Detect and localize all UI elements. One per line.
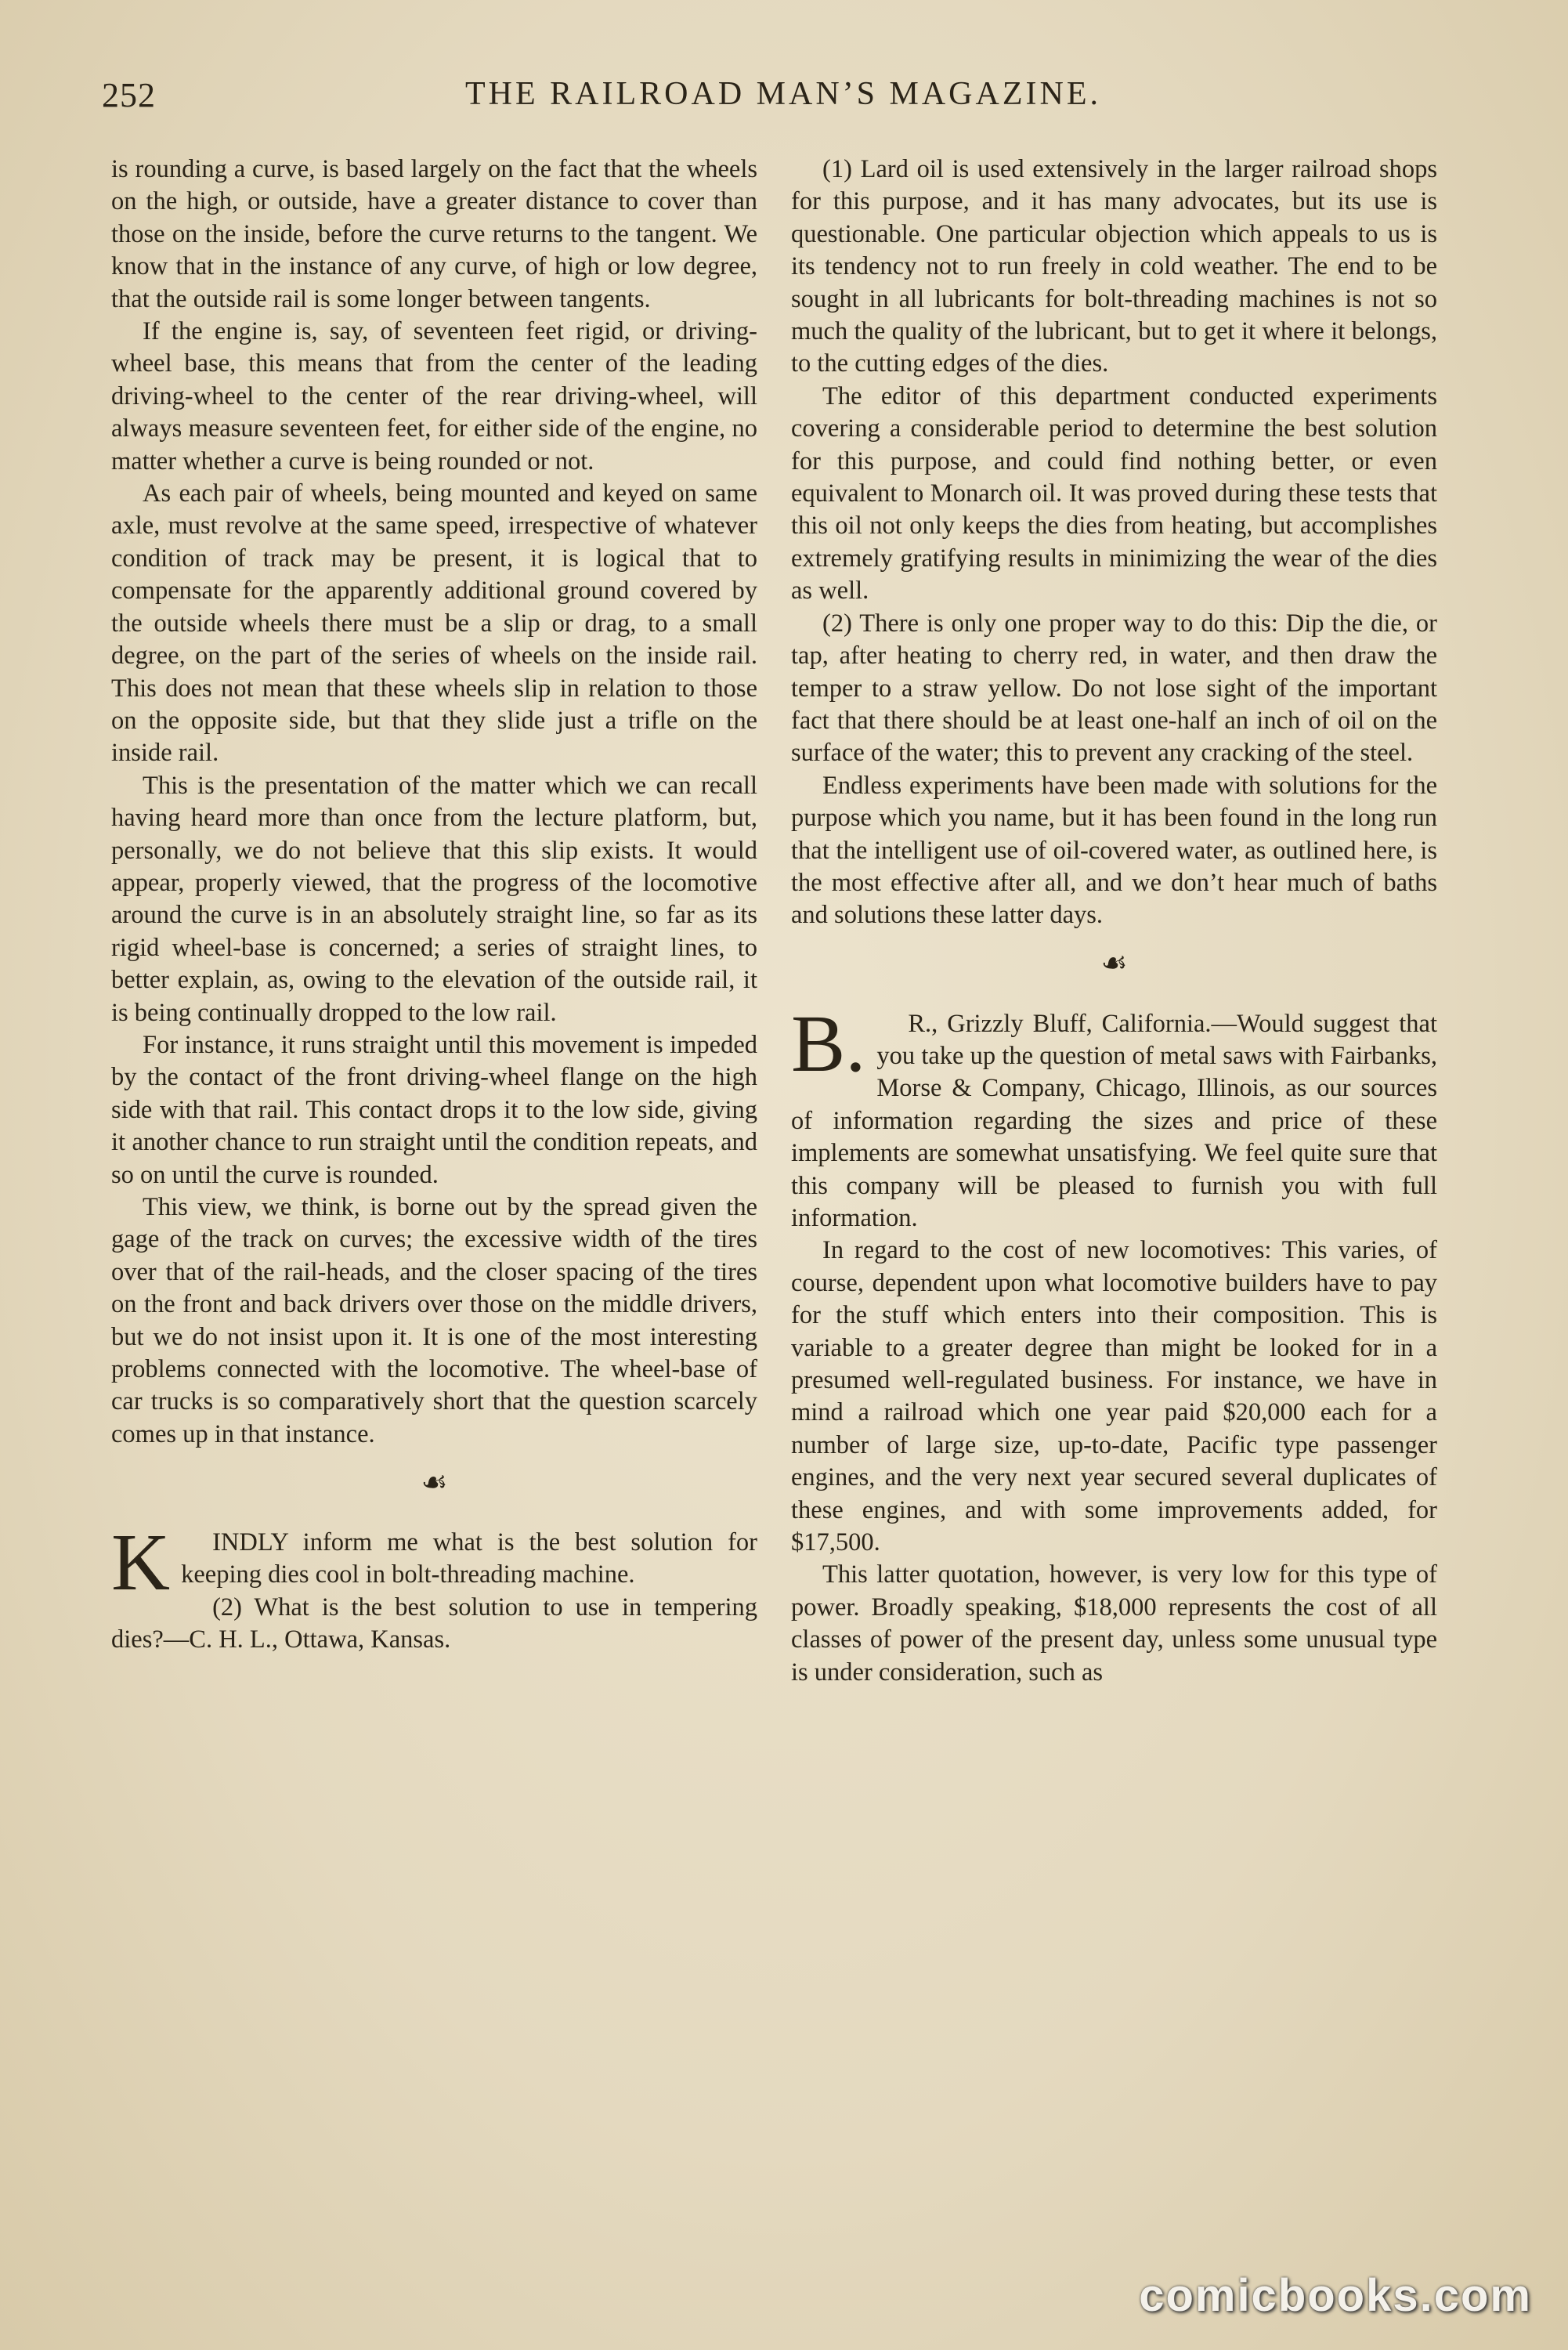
query-text: INDLY inform me what is the best solution for keeping dies cool in bolt-threading machine. [181,1528,757,1589]
right-paragraph-3: (2) There is only one proper way to do this: Dip the die, or tap, after heating to cherry red, in water, and then draw the temper to a straw yellow. Do not lose sight of the important fact that there should be at least one-half an inch of oil on the surface of the water; this to prevent any cracking of the steel. [791,609,1437,768]
drop-cap-initial: K [111,1517,171,1608]
right-paragraph-4: Endless experiments have been made with solutions for the purpose which you name, but it has been found in the long run that the intelligent use of oil-covered water, as outlined here, is the most effective after all, and we don’t hear much of baths and solutions these latter days. [791,771,1437,930]
section-ornament-icon: ☙ [421,1466,448,1499]
right-query [791,998,1437,1235]
left-paragraph-5: For instance, it runs straight until this movement is impeded by the contact of the front driving-wheel flange on the high side with that rail. This contact drops it to the low side, giving it another chance to run straight until the condition repeats, and so on until the curve is rounded. [111,1030,757,1189]
left-paragraph-6: This view, we think, is borne out by the spread given the gage of the track on curves; the excessive width of the tires over that of the rail-heads, and the closer spacing of the tires on the front and back drivers over those on the middle drivers, but we do not insist upon it. It is one of the most interesting problems connected with the locomotive. The wheel-base of car trucks is so comparatively short that the question scarcely comes up in that instance. [111,1193,757,1448]
right-column [791,154,1437,2237]
right-paragraph-1: (1) Lard oil is used extensively in the larger railroad shops for this purpose, and it has many advocates, but its use is questionable. One particular objection which appeals to us is its tendency not to run freely in cold weather. The end to be sought in all lubricants for bolt-threading machines is not so much the quality of the lubricant, but to get it where it belongs, to the cutting edges of the dies. [791,155,1437,378]
left-paragraph-3: As each pair of wheels, being mounted and keyed on same axle, must revolve at the same speed, irrespective of whatever condition of track may be present, it is logical that to compensate for the apparently additional ground covered by the outside wheels there must be a slip or drag, to a small degree, on the part of the series of wheels on the inside rail. This does not mean that these wheels slip in relation to those on the opposite side, but that they slide just a trifle on the inside rail. [111,479,757,768]
right-paragraph-5: In regard to the cost of new locomotives: This varies, of course, dependent upon what locomotive builders have to pay for the stuff which enters into their composition. This is variable to a greater degree than might be looked for in a presumed well-regulated business. For instance, we have in mind a railroad which one year paid $20,000 each for a number of large size, up-to-date, Pacific type passenger engines, and the very next year secured several duplicates of these engines, and with some improvements added, for $17,500. [791,1236,1437,1557]
drop-cap-initial: B. [791,998,866,1089]
magazine-title: THE RAILROAD MAN’S MAGAZINE. [465,76,1101,112]
left-paragraph-2: If the engine is, say, of seventeen feet rigid, or driving-wheel base, this means that from the center of the leading driving-wheel to the center of the rear driving-wheel, will always measure seventeen feet, for either side of the engine, no matter whether a curve is being rounded or not. [111,317,757,475]
section-ornament-icon: ☙ [1100,947,1128,981]
page-header [102,75,1465,130]
right-paragraph-2: The editor of this department conducted experiments covering a considerable period to determine the best solution for this purpose, and could find nothing better, or even equivalent to Monarch oil. It was proved during these tests that this oil not only keeps the dies from heating, but accomplishes extremely gratifying results in minimizing the wear of the dies as well. [791,381,1437,606]
right-paragraph-6: This latter quotation, however, is very low for this type of power. Broadly speaking, $18,000 represents the cost of all classes of power of the present day, unless some unusual type is under consideration, such as [791,1560,1437,1687]
left-query [111,1517,757,1657]
query-text-2: (2) What is the best solution to use in tempering dies?—C. H. L., Ottawa, Kansas. [111,1593,757,1654]
left-paragraph-1: is rounding a curve, is based largely on the fact that the wheels on the high, or outside, have a greater distance to cover than those on the inside, before the curve returns to the tangent. We know that in the instance of any curve, of high or low degree, that the outside rail is some longer between tangents. [111,155,757,313]
left-paragraph-4: This is the presentation of the matter which we can recall having heard more than once from the lecture platform, but, personally, we do not believe that this slip exists. It would appear, properly viewed, that the progress of the locomotive around the curve is in an absolutely straight line, so far as its rigid wheel-base is concerned; a series of straight lines, to better explain, as, owing to the elevation of the outside rail, it is being continually dropped to the low rail. [111,771,757,1027]
site-watermark: comicbooks.com [1139,2270,1532,2321]
left-column [111,154,757,2237]
query-text: R., Grizzly Bluff, California.—Would suggest that you take up the question of metal saws with Fairbanks, Morse & Company, Chicago, Illinois, as our sources of information regarding the sizes and price of these implements are somewhat unsatisfying. We feel quite sure that this company will be pleased to furnish you with full information. [791,1009,1437,1232]
page-number: 252 [102,76,156,114]
